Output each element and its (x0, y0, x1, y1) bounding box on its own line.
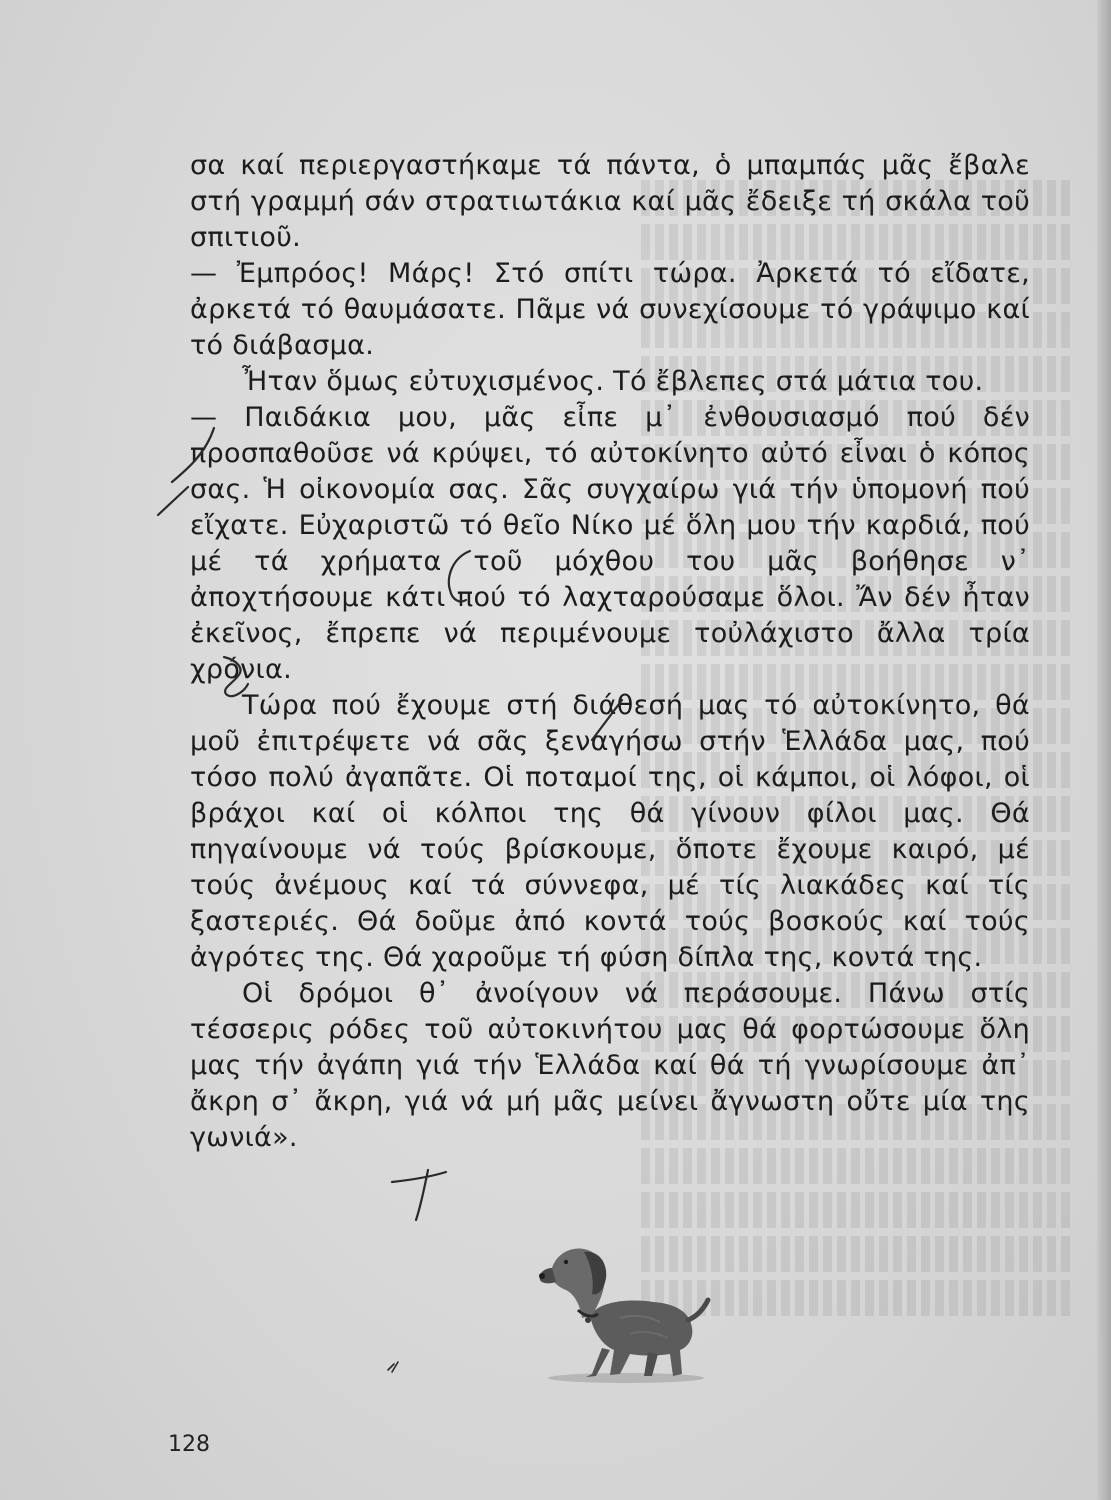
pen-tick-mark (384, 1356, 404, 1376)
paragraph: Τώρα πού ἔχουμε στή διάθεσή μας τό αὐτοκίνητο, θά μοῦ ἐπιτρέψετε νά σᾶς ξεναγήσω στήν Ἑλλάδα μας, πού τόσο πολύ ἀγαπᾶτε. Οἱ ποταμοί της, οἱ κάμποι, οἱ λόφοι, οἱ βράχοι καί οἱ κόλποι της θά γίνουν φίλοι μας. Θά πηγαίνουμε νά τούς βρίσκουμε, ὅποτε ἔχουμε καιρό, μέ τούς ἀνέμους καί τά σύννεφα, μέ τίς λιακάδες καί τίς ξαστεριές. Θά δοῦμε ἀπό κοντά τούς βοσκούς καί τούς ἀγρότες της. Θά χαροῦμε τή φύση δίπλα της, κοντά της. (190, 690, 1030, 973)
dog-illustration (530, 1238, 720, 1388)
paragraph: — Ἐμπρόος! Μάρς! Στό σπίτι τώρα. Ἀρκετά τό εἴδατε, ἀρκετά τό θαυμάσατε. Πᾶμε νά συνεχίσουμε τό γράψιμο καί τό διάβασμα. (190, 258, 1030, 361)
paragraph: Ἦταν ὅμως εὐτυχισμένος. Τό ἔβλεπες στά μάτια του. (242, 366, 984, 397)
paragraph: σα καί περιεργαστήκαμε τά πάντα, ὁ μπαμπάς μᾶς ἔβαλε στή γραμμή σάν στρατιωτάκια καί μᾶς ἔδειξε τή σκάλα τοῦ σπιτιοῦ. (190, 150, 1030, 253)
pen-cross-mark (392, 1170, 446, 1220)
page-number: 128 (168, 1432, 210, 1457)
page-edge-shadow (1097, 0, 1111, 1500)
paragraph: Οἱ δρόμοι θ᾿ ἀνοίγουν νά περάσουμε. Πάνω στίς τέσσερις ρόδες τοῦ αὐτοκινήτου μας θά φορτώσουμε ὅλη μας τήν ἀγάπη γιά τήν Ἑλλάδα καί θά τή γνωρίσουμε ἀπ᾿ ἄκρη σ᾿ ἄκρη, γιά νά μή μᾶς μείνει ἄγνωστη οὔτε μία της γωνιά». (190, 978, 1030, 1153)
paragraph: — Παιδάκια μου, μᾶς εἶπε μ᾿ ἐνθουσιασμό πού δέν προσπαθοῦσε νά κρύψει, τό αὐτοκίνητο αὐτό εἶναι ὁ κόπος σας. Ἡ οἰκονομία σας. Σᾶς συγχαίρω γιά τήν ὑπομονή πού εἴχατε. Εὐχαριστῶ τό θεῖο Νίκο μέ ὅλη μου τήν καρδιά, πού μέ τά χρήματα τοῦ μόχθου του μᾶς βοήθησε ν᾿ ἀποχτήσουμε κάτι πού τό λαχταρούσαμε ὅλοι. Ἄν δέν ἦταν ἐκεῖνος, ἔπρεπε νά περιμένουμε τοὐλάχιστο ἄλλα τρία χρόνια. (190, 402, 1030, 685)
body-text (190, 148, 1030, 1156)
